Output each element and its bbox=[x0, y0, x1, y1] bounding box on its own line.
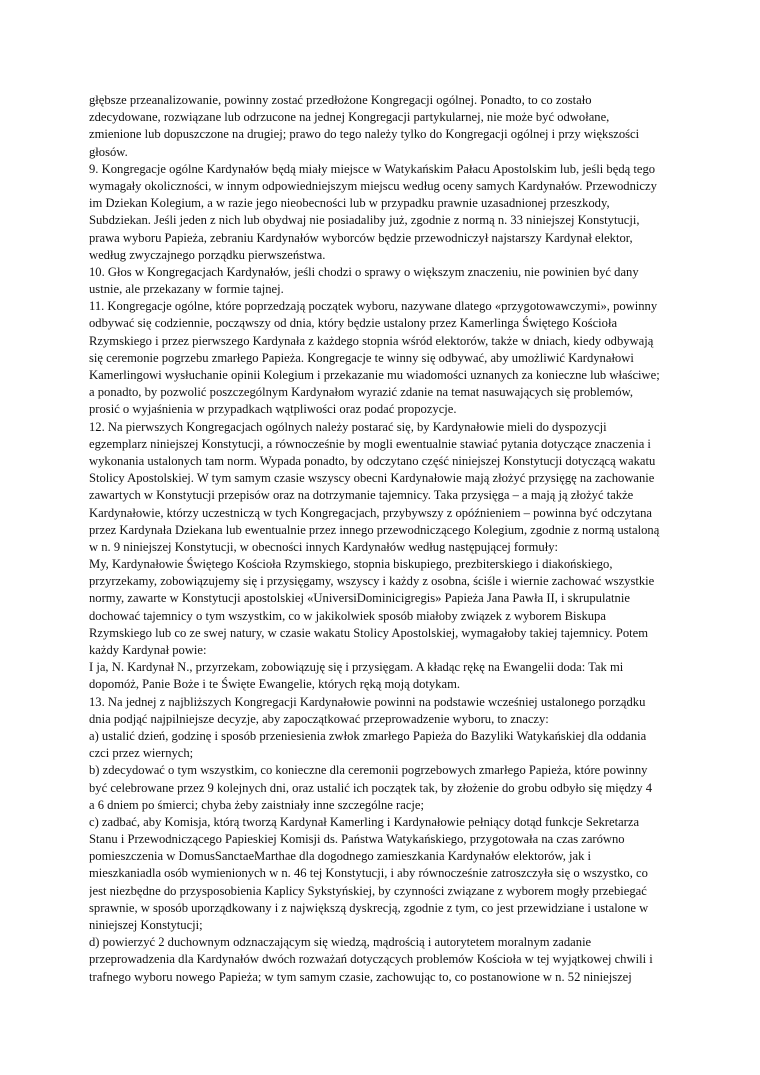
text-line-37: dnia podjąć najpilniejsze decyzje, aby zapoczątkować przeprowadzenie wyboru, to znaczy: bbox=[89, 711, 549, 726]
text-line-9: prawa wyboru Papieża, zebraniu Kardynałów wyborców będzie przewodniczył najstarszy Kardynał elektor, bbox=[89, 230, 633, 245]
text-line-28: My, Kardynałowie Świętego Kościoła Rzymskiego, stopnia biskupiego, prezbiterskiego i diakońskiego, bbox=[89, 557, 613, 572]
text-line-8: Subdziekan. Jeśli jeden z nich lub obydwaj nie posiadaliby już, zgodnie z normą n. 33 niniejszej Konstytucji, bbox=[89, 213, 640, 228]
text-line-44: Stanu i Przewodniczącego Papieskiej Komisji ds. Państwa Watykańskiego, przygotowała na czas zarówno bbox=[89, 832, 625, 847]
text-line-32: Rzymskiego lub co ze swej natury, w czasie wakatu Stolicy Apostolskiej, wymagałoby takiej tajemnicy. Potem bbox=[89, 625, 649, 640]
document-page bbox=[89, 92, 677, 986]
text-line-27: w n. 9 niniejszej Konstytucji, w obecności innych Kardynałów według następującej formuły: bbox=[89, 539, 559, 554]
text-line-34: I ja, N. Kardynał N., przyrzekam, zobowiązuję się i przysięgam. A kładąc rękę na Ewangelii doda: Tak mi bbox=[89, 660, 624, 675]
text-line-41: być celebrowane przez 9 kolejnych dni, oraz ustalić ich początek tak, by złożenie do grobu odbyło się między 4 bbox=[89, 780, 653, 795]
text-line-31: dochować tajemnicy o tym wszystkim, co w jakikolwiek sposób miałoby związek z wyborem Biskupa bbox=[89, 608, 606, 623]
text-line-14: odbywać się codziennie, począwszy od dnia, który będzie ustalony przez Kamerlinga Świętego Kościoła bbox=[89, 316, 618, 331]
text-line-48: sprawnie, w sposób uporządkowany i z największą dyskrecją, zgodnie z tym, co jest przewidziane i ustalone w bbox=[89, 900, 649, 915]
text-line-20: 12. Na pierwszych Kongregacjach ogólnych należy postarać się, by Kardynałowie mieli do dyspozycji bbox=[89, 419, 607, 434]
text-line-45: pomieszczenia w DomusSanctaeMarthae dla dogodnego zamieszkania Kardynałów elektorów, jak i bbox=[89, 849, 592, 864]
text-line-29: przyrzekamy, zobowiązujemy się i przysięgamy, wszyscy i każdy z osobna, ściśle i wiernie zachować wszystkie bbox=[89, 574, 655, 589]
text-line-7: im Dziekan Kolegium, a w razie jego nieobecności lub w przypadku prawnie uzasadnionej przeszkody, bbox=[89, 196, 610, 211]
text-line-4: głosów. bbox=[89, 144, 128, 159]
text-line-13: 11. Kongregacje ogólne, które poprzedzają początek wyboru, nazywane dlatego «przygotowawczymi», powinny bbox=[89, 299, 658, 314]
text-line-5: 9. Kongregacje ogólne Kardynałów będą miały miejsce w Watykańskim Pałacu Apostolskim lub, jeśli będą tego bbox=[89, 161, 656, 176]
text-line-26: przez Kardynała Dziekana lub ewentualnie przez innego przewodniczącego Kolegium, zgodnie z normą ustaloną bbox=[89, 522, 660, 537]
text-line-16: się ceremonie pogrzebu zmarłego Papieża. Kongregacje te winny się odbywać, aby umożliwić Kardynałowi bbox=[89, 350, 634, 365]
text-line-25: Kardynałowie, którzy uczestniczą w tych Kongregacjach, przybywszy z opóźnieniem – powinna być odczytana bbox=[89, 505, 653, 520]
text-line-36: 13. Na jednej z najbliższych Kongregacji Kardynałowie powinni na podstawie wcześniej ustalonego porządku bbox=[89, 694, 646, 709]
text-line-50: d) powierzyć 2 duchownym odznaczającym się wiedzą, mądrością i autorytetem moralnym zadanie bbox=[89, 935, 592, 950]
text-line-12: ustnie, ale przekazany w formie tajnej. bbox=[89, 282, 284, 297]
text-line-35: dopomóż, Panie Boże i te Święte Ewangelie, których ręką moją dotykam. bbox=[89, 677, 461, 692]
text-line-3: zmienione lub dopuszczone na drugiej; prawo do tego należy tylko do Kongregacji ogólnej i przy większości bbox=[89, 127, 640, 142]
text-line-33: każdy Kardynał powie: bbox=[89, 643, 207, 657]
text-line-47: jest niezbędne do przysposobienia Kaplicy Sykstyńskiej, by czynności związane z wyborem mogły przebiegać bbox=[89, 883, 647, 898]
text-line-30: normy, zawarte w Konstytucji apostolskiej «UniversiDominicigregis» Papieża Jana Pawła II, i skrupulatnie bbox=[89, 591, 630, 606]
text-line-22: wykonania ustalonych tam norm. Wypada ponadto, by odczytano część niniejszej Konstytucji dotyczącą wakatu bbox=[89, 453, 656, 468]
text-line-24: zawartych w Konstytucji przepisów oraz na dotrzymanie tajemnicy. Taka przysięga – a mają ją złożyć także bbox=[89, 488, 634, 503]
text-line-1: głębsze przeanalizowanie, powinny zostać przedłożone Kongregacji ogólnej. Ponadto, to co zostało bbox=[89, 93, 592, 107]
text-line-42: a 6 dniem po śmierci; chyba żeby zaistniały inne szczególne racje; bbox=[89, 797, 424, 812]
text-line-15: Rzymskiego i przez pierwszego Kardynała z każdego stopnia wśród elektorów, także w dniach, kiedy odbywają bbox=[89, 333, 654, 348]
text-line-2: zdecydowane, rozwiązane lub odrzucone na jednej Kongregacji partykularnej, nie może być odwołane, bbox=[89, 110, 610, 125]
text-line-18: a ponadto, by pozwolić poszczególnym Kardynałom wyrazić zdanie na temat nasuwających się problemów, bbox=[89, 385, 634, 400]
text-line-39: czci przez wiernych; bbox=[89, 746, 194, 761]
text-line-43: c) zadbać, aby Komisja, którą tworzą Kardynał Kamerling i Kardynałowie pełniący dotąd funkcje Sekretarza bbox=[89, 814, 640, 829]
text-line-51: przeprowadzenia dla Kardynałów dwóch rozważań dotyczących problemów Kościoła w tej wyjątkowej chwili i bbox=[89, 952, 653, 967]
text-line-49: niniejszej Konstytucji; bbox=[89, 918, 203, 932]
text-line-19: prosić o wyjaśnienia w przypadkach wątpliwości oraz podać propozycje. bbox=[89, 402, 457, 417]
text-line-46: mieszkaniadla osób wymienionych w n. 46 tej Konstytucji, i aby równocześnie zatroszczyła się o wszystko, co bbox=[89, 866, 648, 881]
text-line-11: 10. Głos w Kongregacjach Kardynałów, jeśli chodzi o sprawy o większym znaczeniu, nie powinien być dany bbox=[89, 264, 639, 279]
text-line-23: Stolicy Apostolskiej. W tym samym czasie wszyscy obecni Kardynałowie mają złożyć przysięgę na zachowanie bbox=[89, 471, 655, 486]
text-line-38: a) ustalić dzień, godzinę i sposób przeniesienia zwłok zmarłego Papieża do Bazyliki Watykańskiej dla oddania bbox=[89, 728, 647, 743]
text-line-6: wymagały okoliczności, w innym odpowiedniejszym miejscu według oceny samych Kardynałów. Przewodniczy bbox=[89, 178, 657, 193]
text-line-21: egzemplarz niniejszej Konstytucji, a równocześnie by mogli ewentualnie stawiać pytania dotyczące znaczenia i bbox=[89, 436, 651, 451]
text-line-17: Kamerlingowi wysłuchanie opinii Kolegium i przekazanie mu wiadomości uznanych za konieczne lub właściwe; bbox=[89, 368, 660, 382]
text-line-10: według zwyczajnego porządku pierwszeństwa. bbox=[89, 247, 326, 262]
text-line-40: b) zdecydować o tym wszystkim, co konieczne dla ceremonii pogrzebowych zmarłego Papieża, które powinny bbox=[89, 763, 648, 778]
text-line-52: trafnego wyboru nowego Papieża; w tym samym czasie, zachowując to, co postanowione w n. 52 niniejszej bbox=[89, 969, 632, 984]
